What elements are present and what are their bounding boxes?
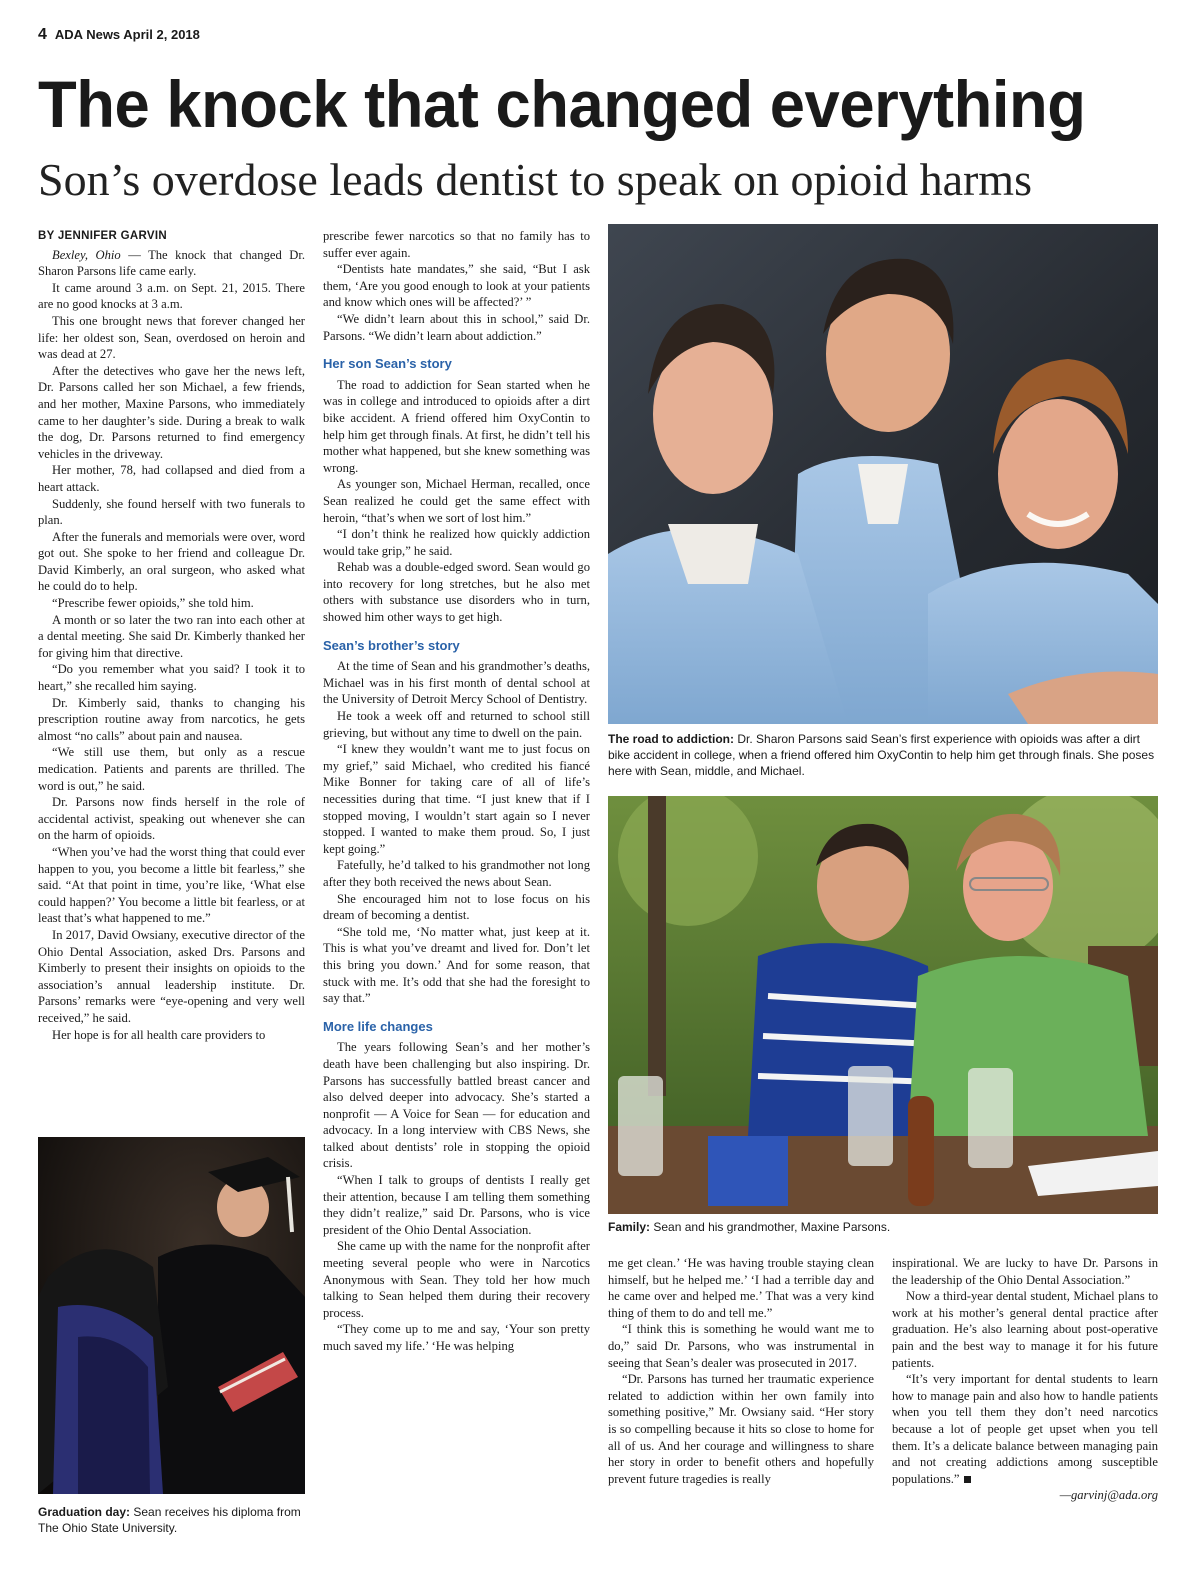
paragraph: “Do you remember what you said? I took it to heart,” she recalled him saying.: [38, 662, 305, 694]
grandmother-photo: [608, 796, 1158, 1214]
paragraph: inspirational. We are lucky to have Dr. Parsons in the leadership of the Ohio Dental Association.”: [892, 1256, 1158, 1287]
paragraph: At the time of Sean and his grandmother’s deaths, Michael was in his first month of dental school at the University of Detroit Mercy School of Dentistry.: [323, 659, 590, 707]
page-folio: [38, 26, 200, 44]
caption-text: Sean and his grandmother, Maxine Parsons.: [653, 1220, 891, 1234]
graduation-photo: [38, 1137, 305, 1494]
paragraph: She encouraged him not to lose focus on his dream of becoming a dentist.: [323, 891, 590, 923]
paragraph: “When you’ve had the worst thing that could ever happen to you, you become a little bit fearless,” she said. “At that point in time, you’re like, ‘What else could happen?’ You become a little bit fearless, or at least that’s what happened to me.”: [38, 844, 305, 926]
paragraph: The years following Sean’s and her mother’s death have been challenging but also inspiring. Dr. Parsons has successfully battled breast cancer and also delved deeper into advocacy. She’s started a nonprofit — A Voice for Sean — for education and advocacy. In a long interview with CBS News, she talked about dentists’ role in stopping the opioid crisis.: [323, 1040, 590, 1171]
headline: The knock that changed everything: [38, 67, 1086, 141]
paragraph: “They come up to me and say, ‘Your son pretty much saved my life.’ ‘He was helping: [323, 1322, 590, 1353]
paragraph: Rehab was a double-edged sword. Sean would go into recovery for long stretches, but he also met others with substance use disorders who in turn, showed him other ways to get high.: [323, 560, 590, 625]
article-column-4: [892, 1255, 1158, 1504]
caption-text: Sean receives his diploma from The Ohio State University.: [38, 1505, 301, 1535]
paragraph: “I knew they wouldn’t want me to just focus on my grief,” said Michael, who credited his fiancé Mike Bonner for taking care of all of life’s necessities during that time. “I just knew that if I stopped moving, I wouldn’t start again so I never stopped. I wanted to make them proud. So, I just kept going.”: [323, 742, 590, 856]
paragraph: “It’s very important for dental students to learn how to manage pain and also how to handle patients when you tell them they don’t need narcotics because a lot of people get upset when you tell them. It’s a delicate balance between managing pain and not creating addictions among susceptible populations.”: [892, 1372, 1158, 1486]
paragraph: “When I talk to groups of dentists I really get their attention, because I am telling them something they didn’t realize,” said Dr. Parsons, who is vice president of the Ohio Dental Association.: [323, 1173, 590, 1237]
caption-label: The road to addiction:: [608, 732, 734, 746]
paragraph: prescribe fewer narcotics so that no family has to suffer ever again.: [323, 229, 590, 260]
caption-text: Dr. Sharon Parsons said Sean’s first experience with opioids was after a dirt bike accident in college, when a friend offered him OxyContin to help him get through finals. She poses here with Sean, middle, and Michael.: [608, 732, 1155, 778]
deck: Son’s overdose leads dentist to speak on opioid harms: [38, 154, 1032, 205]
caption-label: Graduation day:: [38, 1505, 131, 1519]
caption-label: Family:: [608, 1220, 651, 1234]
paragraph: Fatefully, he’d talked to his grandmother not long after they both received the news about Sean.: [323, 858, 590, 889]
paragraph: “I think this is something he would want me to do,” said Dr. Parsons, who was instrumental in seeing that Sean’s dealer was prosecuted in 2017.: [608, 1322, 874, 1370]
family-portrait-caption: [608, 731, 1160, 779]
paragraph: This one brought news that forever changed her life: her oldest son, Sean, overdosed on heroin and was dead at 27.: [38, 313, 305, 362]
paragraph: In 2017, David Owsiany, executive director of the Ohio Dental Association, asked Drs. Parsons and Kimberly to present their insights on opioids to the association’s annual leadership institute. Dr. Parsons’ remarks were “eye-opening and very well received,” he said.: [38, 927, 305, 1025]
paragraph: After the detectives who gave her the news left, Dr. Parsons called her son Michael, a few friends, and her mother, Maxine Parsons, who immediately came to her daughter’s side. During a break to walk the dog, Dr. Parsons returned to find emergency vehicles in the driveway.: [38, 363, 305, 461]
paragraph: It came around 3 a.m. on Sept. 21, 2015. There are no good knocks at 3 a.m.: [38, 280, 305, 312]
graduation-caption: [38, 1504, 308, 1536]
paragraph: “She told me, ‘No matter what, just keep at it. This is what you’ve dreamt and lived for. Don’t let this bring you down.’ And for some reason, that stuck with me. It’s odd that she had the foresight to say that.”: [323, 924, 590, 1006]
paragraph: me get clean.’ ‘He was having trouble staying clean himself, but he helped me.’ ‘I had a terrible day and he came over and helped me.’ That was a very kind thing of them to do and tell me.”: [608, 1256, 874, 1320]
paragraph: Suddenly, she found herself with two funerals to plan.: [38, 496, 305, 528]
page-number: 4: [38, 26, 47, 43]
paragraph: “Dentists hate mandates,” she said, “But I ask them, ‘Are you good enough to look at your patients and know which ones will be affected?’ ”: [323, 262, 590, 310]
family-portrait-photo: [608, 224, 1158, 724]
grandmother-caption: [608, 1219, 1160, 1235]
paragraph: Bexley, Ohio — The knock that changed Dr. Sharon Parsons life came early.: [38, 247, 305, 279]
paragraph: Dr. Parsons now finds herself in the role of accidental activist, speaking out whenever she can on the harm of opioids.: [38, 795, 305, 843]
paragraph: As younger son, Michael Herman, recalled, once Sean realized he could get the same effect with heroin, “that’s when we sort of lost him.”: [323, 477, 590, 525]
paragraph: “I don’t think he realized how quickly addiction would take grip,” he said.: [323, 527, 590, 558]
paragraph: She came up with the name for the nonprofit after meeting several people who were in Narcotics Anonymous with Sean. They told her how much talking to Sean helped them during their recovery process.: [323, 1239, 590, 1320]
subhead-brother-story: Sean’s brother’s story: [323, 637, 460, 653]
publication-date: ADA News April 2, 2018: [54, 27, 200, 42]
paragraph: Her hope is for all health care providers to: [52, 1027, 266, 1042]
paragraph: “Prescribe fewer opioids,” she told him.: [52, 596, 254, 611]
paragraph: Her mother, 78, had collapsed and died from a heart attack.: [38, 463, 305, 494]
subhead-life-changes: More life changes: [323, 1018, 433, 1034]
dateline: Bexley, Ohio: [52, 247, 121, 262]
paragraph: “Dr. Parsons has turned her traumatic experience related to addiction within her own family into something positive,” Mr. Owsiany said. “Her story is so compelling because it hits so close to home for all of us. And her courage and willingness to share her story in order to benefit others and hopefully prevent future tragedies is really: [608, 1372, 874, 1486]
paragraph: A month or so later the two ran into each other at a dental meeting. She said Dr. Kimberly thanked her for giving him that directive.: [38, 612, 305, 660]
paragraph: “We didn’t learn about this in school,” said Dr. Parsons. “We didn’t learn about addiction.”: [323, 311, 590, 343]
paragraph: He took a week off and returned to school still grieving, but without any time to dwell on the pain.: [323, 709, 590, 740]
end-mark-icon: [964, 1476, 971, 1483]
paragraph: The road to addiction for Sean started when he was in college and introduced to opioids after a dirt bike accident. A friend offered him OxyContin to help him get through finals. At first, he didn’t tell his mother what happened, but she knew something was wrong.: [323, 377, 590, 475]
paragraph: After the funerals and memorials were over, word got out. She spoke to her friend and colleague Dr. David Kimberly, an oral surgeon, who asked what he could do to help.: [38, 529, 305, 594]
subhead-sean-story: Her son Sean’s story: [323, 356, 452, 372]
paragraph: Dr. Kimberly said, thanks to changing his prescription routine away from narcotics, he gets almost “no calls” about pain and nausea.: [38, 695, 305, 743]
paragraph: “We still use them, but only as a rescue medication. Patients and parents are thrilled. The word is out,” he said.: [38, 745, 305, 793]
article-column-1: [38, 228, 305, 1043]
article-column-3: [608, 1255, 874, 1487]
byline: BY JENNIFER GARVIN: [38, 230, 167, 242]
article-column-2: [323, 228, 590, 1355]
author-email: —garvinj@ada.org: [1059, 1488, 1158, 1503]
paragraph: Now a third-year dental student, Michael plans to work at his mother’s general dental practice after graduation. He’s also learning about post-operative pain and the best way to manage it for his future patients.: [892, 1289, 1158, 1370]
